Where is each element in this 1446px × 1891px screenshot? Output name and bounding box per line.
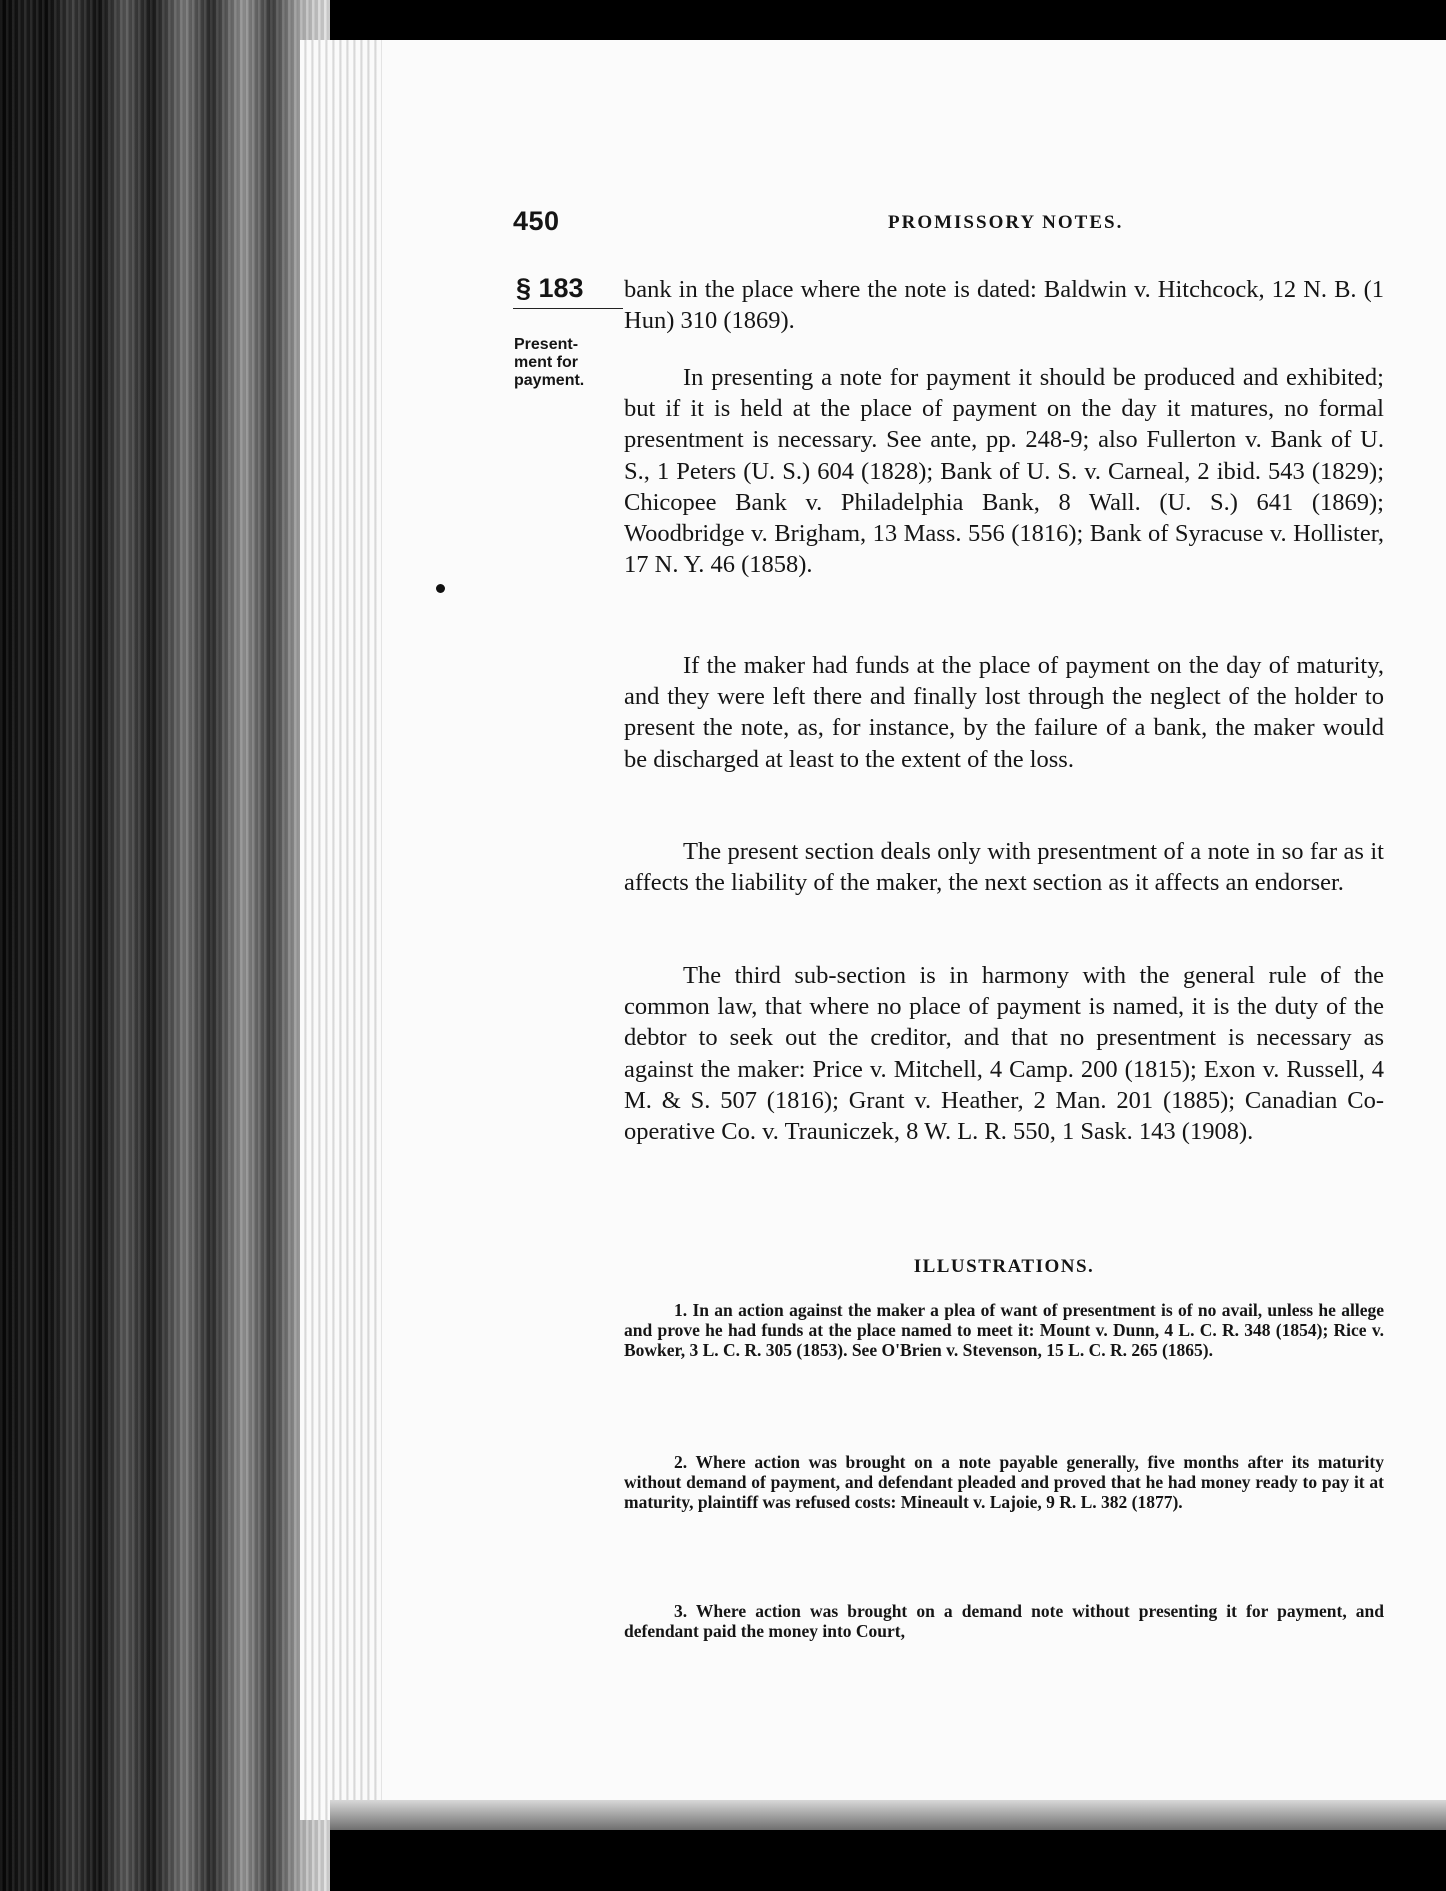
running-title: PROMISSORY NOTES. [888, 212, 1124, 233]
page-edges [300, 40, 390, 1820]
illustration-item: 2. Where action was brought on a note payable generally, five months after its maturity without demand of payment, and defendant pleaded and proved that he had money ready to pay it at maturity, plaintiff was refused costs: Mineault v. Lajoie, 9 R. L. 382 (1877). [624, 1452, 1384, 1512]
page-bottom-edge [330, 1800, 1446, 1830]
paragraph: If the maker had funds at the place of payment on the day of maturity, and they were left there and finally lost through the neglect of the holder to present the note, as, for instance, by the failure of a bank, the maker would be discharged at least to the extent of the loss. [624, 652, 1384, 773]
illustration-item: 1. In an action against the maker a plea of want of presentment is of no avail, unless he allege and prove he had funds at the place named to meet it: Mount v. Dunn, 4 L. C. R. 348 (1854); Rice v. Bowker, 3 L. C. R. 305 (1853). See O'Brien v. Stevenson, 15 L. C. R. 265 (1865). [624, 1300, 1384, 1360]
section-number: § 183 [516, 273, 584, 303]
book-binding [0, 0, 330, 1891]
paragraph-continued: bank in the place where the note is dated: Baldwin v. Hitchcock, 12 N. B. (1 Hun) 310 (1869). [624, 276, 1384, 335]
section-rule [513, 308, 623, 309]
paragraph: In presenting a note for payment it should be produced and exhibited; but if it is held at the place of payment on the day it matures, no formal presentment is necessary. See ante, pp. 248-9; also Fullerton v. Bank of U. S., 1 Peters (U. S.) 604 (1828); Bank of U. S. v. Carneal, 2 ibid. 543 (1829); Chicopee Bank v. Philadelphia Bank, 8 Wall. (U. S.) 641 (1869); Woodbridge v. Brigham, 13 Mass. 556 (1816); Bank of Syracuse v. Hollister, 17 N. Y. 46 (1858). [624, 364, 1384, 579]
paragraph: The present section deals only with presentment of a note in so far as it affects the liability of the maker, the next section as it affects an endorser. [624, 838, 1384, 897]
illustration-item: 3. Where action was brought on a demand note without presenting it for payment, and defendant paid the money into Court, [624, 1601, 1384, 1641]
ink-dot [436, 584, 445, 593]
page-number: 450 [513, 206, 560, 236]
paragraph: The third sub-section is in harmony with the general rule of the common law, that where no place of payment is named, it is the duty of the debtor to seek out the creditor, and that no presentment is necessary as against the maker: Price v. Mitchell, 4 Camp. 200 (1815); Exon v. Russell, 4 M. & S. 507 (1816); Grant v. Heather, 2 Man. 201 (1885); Canadian Co-operative Co. v. Trauniczek, 8 W. L. R. 550, 1 Sask. 143 (1908). [624, 962, 1384, 1146]
side-note: Present-ment for payment. [514, 336, 585, 389]
illustrations-heading: ILLUSTRATIONS. [913, 1256, 1095, 1277]
